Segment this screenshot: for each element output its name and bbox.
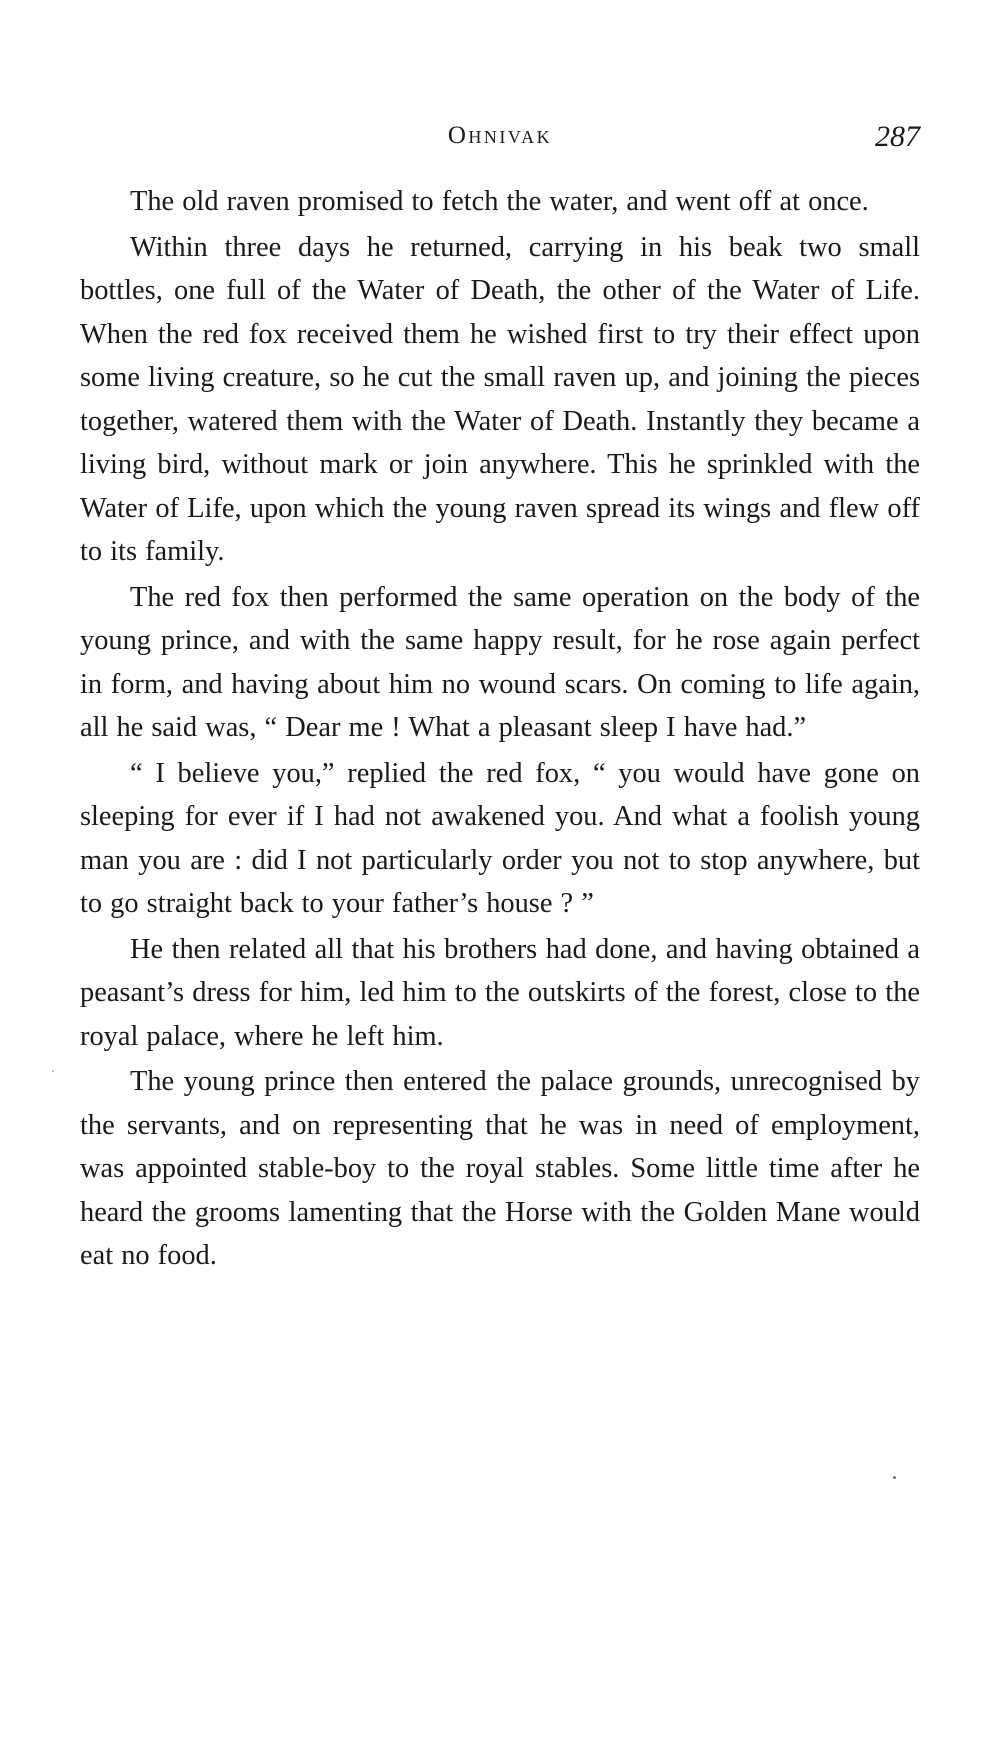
paragraph: The old raven promised to fetch the water, and went off at once. [130,186,869,217]
paragraph: The young prince then entered the palace grounds, unrecognised by the servants, and on representing that he was in need of employment, was appointed stable-boy to the royal stables. Some little time after he heard the grooms lamenting that the Horse with the Golden Mane would eat no food. [80,1066,920,1271]
scan-speck [893,1476,896,1479]
paragraph: “ I believe you,” replied the red fox, “ you would have gone on sleeping for ever if I had not awakened you. And what a foolish young man you are : did I not particularly order you not to stop anywhere, but to go straight back to your father’s house ? ” [80,757,920,919]
paragraph: The red fox then performed the same operation on the body of the young prince, and with the same happy result, for he rose again perfect in form, and having about him no wound scars. On coming to life again, all he said was, “ Dear me ! What a pleasant sleep I have had.” [80,581,920,743]
body-text [80,180,920,1278]
running-title: Ohnivak [447,122,553,149]
paragraph: He then related all that his brothers had done, and having obtained a peasant’s dress for him, led him to the outskirts of the forest, close to the royal palace, where he left him. [80,933,920,1052]
page-header [80,122,920,162]
page-number: 287 [875,120,920,153]
paragraph: Within three days he returned, carrying in his beak two small bottles, one full of the Water of Death, the other of the Water of Life. When the red fox received them he wished first to try their effect upon some living creature, so he cut the small raven up, and joining the pieces together, watered them with the Water of Death. Instantly they became a living bird, without mark or join anywhere. This he sprinkled with the Water of Life, upon which the young raven spread its wings and flew off to its family. [80,231,920,567]
scan-speck [52,1070,54,1072]
